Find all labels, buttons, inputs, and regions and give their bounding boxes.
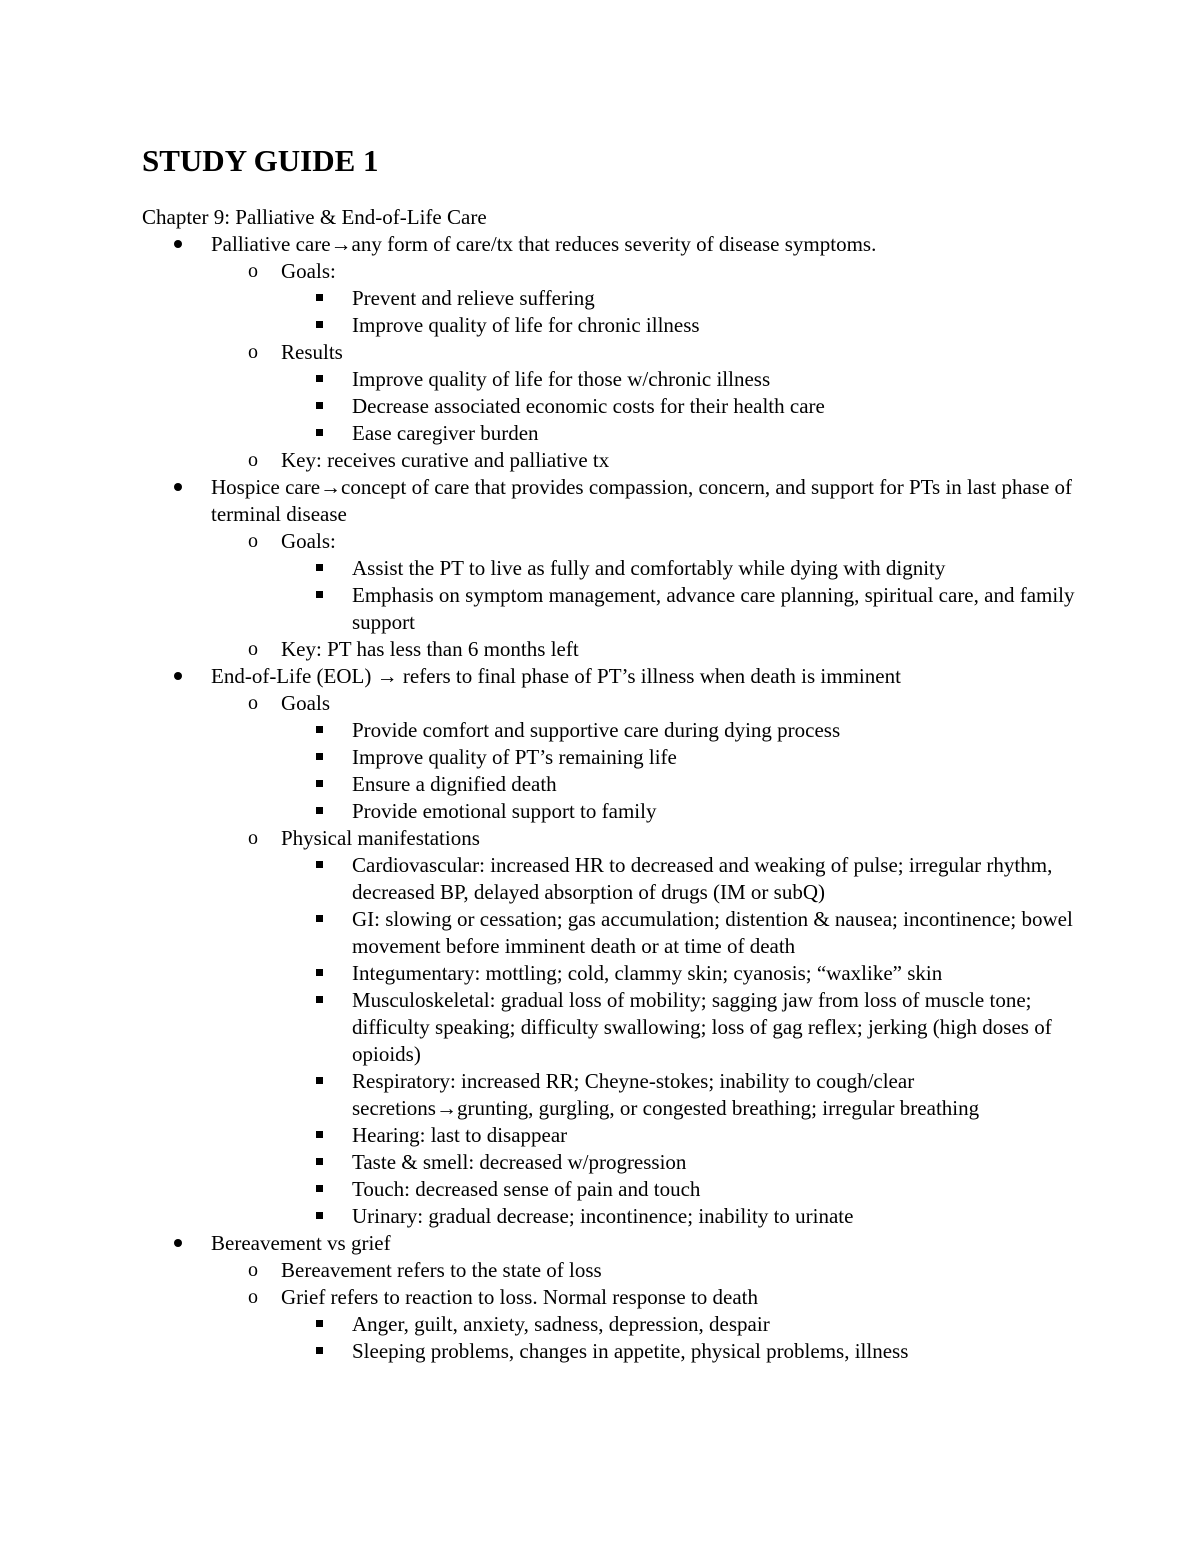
list-item-text: Ensure a dignified death xyxy=(352,772,557,796)
list-item-text: Assist the PT to live as fully and comfortably while dying with dignity xyxy=(352,556,946,580)
sub-bullet-goals xyxy=(142,690,1082,717)
list-item xyxy=(142,366,1082,393)
list-item-text: Improve quality of PT’s remaining life xyxy=(352,745,677,769)
sub-bullet-text: Goals: xyxy=(281,259,336,283)
circle-bullet-icon: o xyxy=(248,827,258,849)
list-item xyxy=(142,960,1082,987)
list-item xyxy=(142,285,1082,312)
list-item xyxy=(142,744,1082,771)
list-item-text: Emphasis on symptom management, advance care planning, spiritual care, and family support xyxy=(352,583,1075,634)
square-bullet-icon xyxy=(316,312,323,339)
list-item-text: Cardiovascular: increased HR to decreased and weaking of pulse; irregular rhythm, decreased BP, delayed absorption of drugs (IM or subQ) xyxy=(352,853,1053,904)
bullet-bereavement-vs-grief xyxy=(142,1230,1082,1257)
list-item xyxy=(142,312,1082,339)
disc-bullet-icon xyxy=(174,663,182,690)
list-item-text: Prevent and relieve suffering xyxy=(352,286,595,310)
document-page xyxy=(142,140,1082,1365)
square-bullet-icon xyxy=(316,582,323,609)
list-item xyxy=(142,852,1082,906)
sub-bullet-text: Key: receives curative and palliative tx xyxy=(281,448,610,472)
bullet-palliative-care xyxy=(142,231,1082,258)
circle-bullet-icon: o xyxy=(248,449,258,471)
square-bullet-icon xyxy=(316,1122,323,1149)
list-item-text: Provide comfort and supportive care during dying process xyxy=(352,718,841,742)
list-item xyxy=(142,1068,1082,1122)
list-item xyxy=(142,906,1082,960)
square-bullet-icon xyxy=(316,1149,323,1176)
square-bullet-icon xyxy=(316,366,323,393)
circle-bullet-icon: o xyxy=(248,341,258,363)
square-bullet-icon xyxy=(316,420,323,447)
sub-bullet-key xyxy=(142,636,1082,663)
list-item xyxy=(142,1203,1082,1230)
sub-bullet-text: Key: PT has less than 6 months left xyxy=(281,637,579,661)
list-item-text: Anger, guilt, anxiety, sadness, depression, despair xyxy=(352,1312,770,1336)
bullet-end-of-life xyxy=(142,663,1082,690)
list-item-text: GI: slowing or cessation; gas accumulation; distention & nausea; incontinence; bowel movement before imminent death or at time of death xyxy=(352,907,1073,958)
square-bullet-icon xyxy=(316,1203,323,1230)
square-bullet-icon xyxy=(316,555,323,582)
square-bullet-icon xyxy=(316,987,323,1014)
circle-bullet-icon: o xyxy=(248,530,258,552)
list-item-text: Touch: decreased sense of pain and touch xyxy=(352,1177,701,1201)
circle-bullet-icon: o xyxy=(248,1286,258,1308)
list-item xyxy=(142,393,1082,420)
bullet-text: Hospice care→concept of care that provides compassion, concern, and support for PTs in last phase of terminal disease xyxy=(211,475,1073,526)
list-item-text: Hearing: last to disappear xyxy=(352,1123,568,1147)
circle-bullet-icon: o xyxy=(248,638,258,660)
circle-bullet-icon: o xyxy=(248,1259,258,1281)
square-bullet-icon xyxy=(316,1176,323,1203)
chapter-heading: Chapter 9: Palliative & End-of-Life Care xyxy=(142,205,487,229)
square-bullet-icon xyxy=(316,717,323,744)
list-item xyxy=(142,1311,1082,1338)
list-item xyxy=(142,771,1082,798)
list-item xyxy=(142,420,1082,447)
list-item xyxy=(142,582,1082,636)
sub-bullet-text: Grief refers to reaction to loss. Normal response to death xyxy=(281,1285,759,1309)
sub-bullet-text: Results xyxy=(281,340,343,364)
sub-bullet-bereavement xyxy=(142,1257,1082,1284)
square-bullet-icon xyxy=(316,285,323,312)
square-bullet-icon xyxy=(316,744,323,771)
sub-bullet-text: Goals: xyxy=(281,529,336,553)
square-bullet-icon xyxy=(316,960,323,987)
list-item-text: Integumentary: mottling; cold, clammy skin; cyanosis; “waxlike” skin xyxy=(352,961,943,985)
bullet-hospice-care xyxy=(142,474,1082,528)
square-bullet-icon xyxy=(316,798,323,825)
list-item-text: Ease caregiver burden xyxy=(352,421,539,445)
list-item xyxy=(142,555,1082,582)
list-item-text: Respiratory: increased RR; Cheyne-stokes; inability to cough/clear secretions→grunting, gurgling, or congested breathing; irregular breathing xyxy=(352,1069,980,1120)
circle-bullet-icon: o xyxy=(248,692,258,714)
square-bullet-icon xyxy=(316,1338,323,1365)
list-item-text: Decrease associated economic costs for their health care xyxy=(352,394,825,418)
circle-bullet-icon: o xyxy=(248,260,258,282)
list-item xyxy=(142,1176,1082,1203)
list-item xyxy=(142,1338,1082,1365)
sub-bullet-text: Goals xyxy=(281,691,330,715)
list-item-text: Musculoskeletal: gradual loss of mobility; sagging jaw from loss of muscle tone; difficulty speaking; difficulty swallowing; loss of gag reflex; jerking (high doses of opioids) xyxy=(352,988,1052,1066)
sub-bullet-text: Physical manifestations xyxy=(281,826,480,850)
square-bullet-icon xyxy=(316,1068,323,1095)
square-bullet-icon xyxy=(316,906,323,933)
sub-bullet-physical-manifestations xyxy=(142,825,1082,852)
list-item xyxy=(142,717,1082,744)
sub-bullet-text: Bereavement refers to the state of loss xyxy=(281,1258,602,1282)
bullet-text: Palliative care→any form of care/tx that reduces severity of disease symptoms. xyxy=(211,232,877,256)
bullet-text: Bereavement vs grief xyxy=(211,1231,391,1255)
list-item-text: Improve quality of life for chronic illness xyxy=(352,313,700,337)
list-item-text: Provide emotional support to family xyxy=(352,799,657,823)
list-item-text: Urinary: gradual decrease; incontinence; inability to urinate xyxy=(352,1204,854,1228)
bullet-text: End-of-Life (EOL) → refers to final phase of PT’s illness when death is imminent xyxy=(211,664,901,688)
sub-bullet-results xyxy=(142,339,1082,366)
sub-bullet-goals xyxy=(142,258,1082,285)
list-item xyxy=(142,798,1082,825)
square-bullet-icon xyxy=(316,1311,323,1338)
list-item-text: Improve quality of life for those w/chronic illness xyxy=(352,367,771,391)
list-item-text: Sleeping problems, changes in appetite, physical problems, illness xyxy=(352,1339,909,1363)
disc-bullet-icon xyxy=(174,474,182,501)
list-item xyxy=(142,1122,1082,1149)
square-bullet-icon xyxy=(316,771,323,798)
page-title: STUDY GUIDE 1 xyxy=(142,143,379,178)
sub-bullet-key xyxy=(142,447,1082,474)
sub-bullet-goals xyxy=(142,528,1082,555)
square-bullet-icon xyxy=(316,852,323,879)
list-item xyxy=(142,1149,1082,1176)
disc-bullet-icon xyxy=(174,1230,182,1257)
square-bullet-icon xyxy=(316,393,323,420)
disc-bullet-icon xyxy=(174,231,182,258)
list-item xyxy=(142,987,1082,1068)
sub-bullet-grief xyxy=(142,1284,1082,1311)
list-item-text: Taste & smell: decreased w/progression xyxy=(352,1150,687,1174)
